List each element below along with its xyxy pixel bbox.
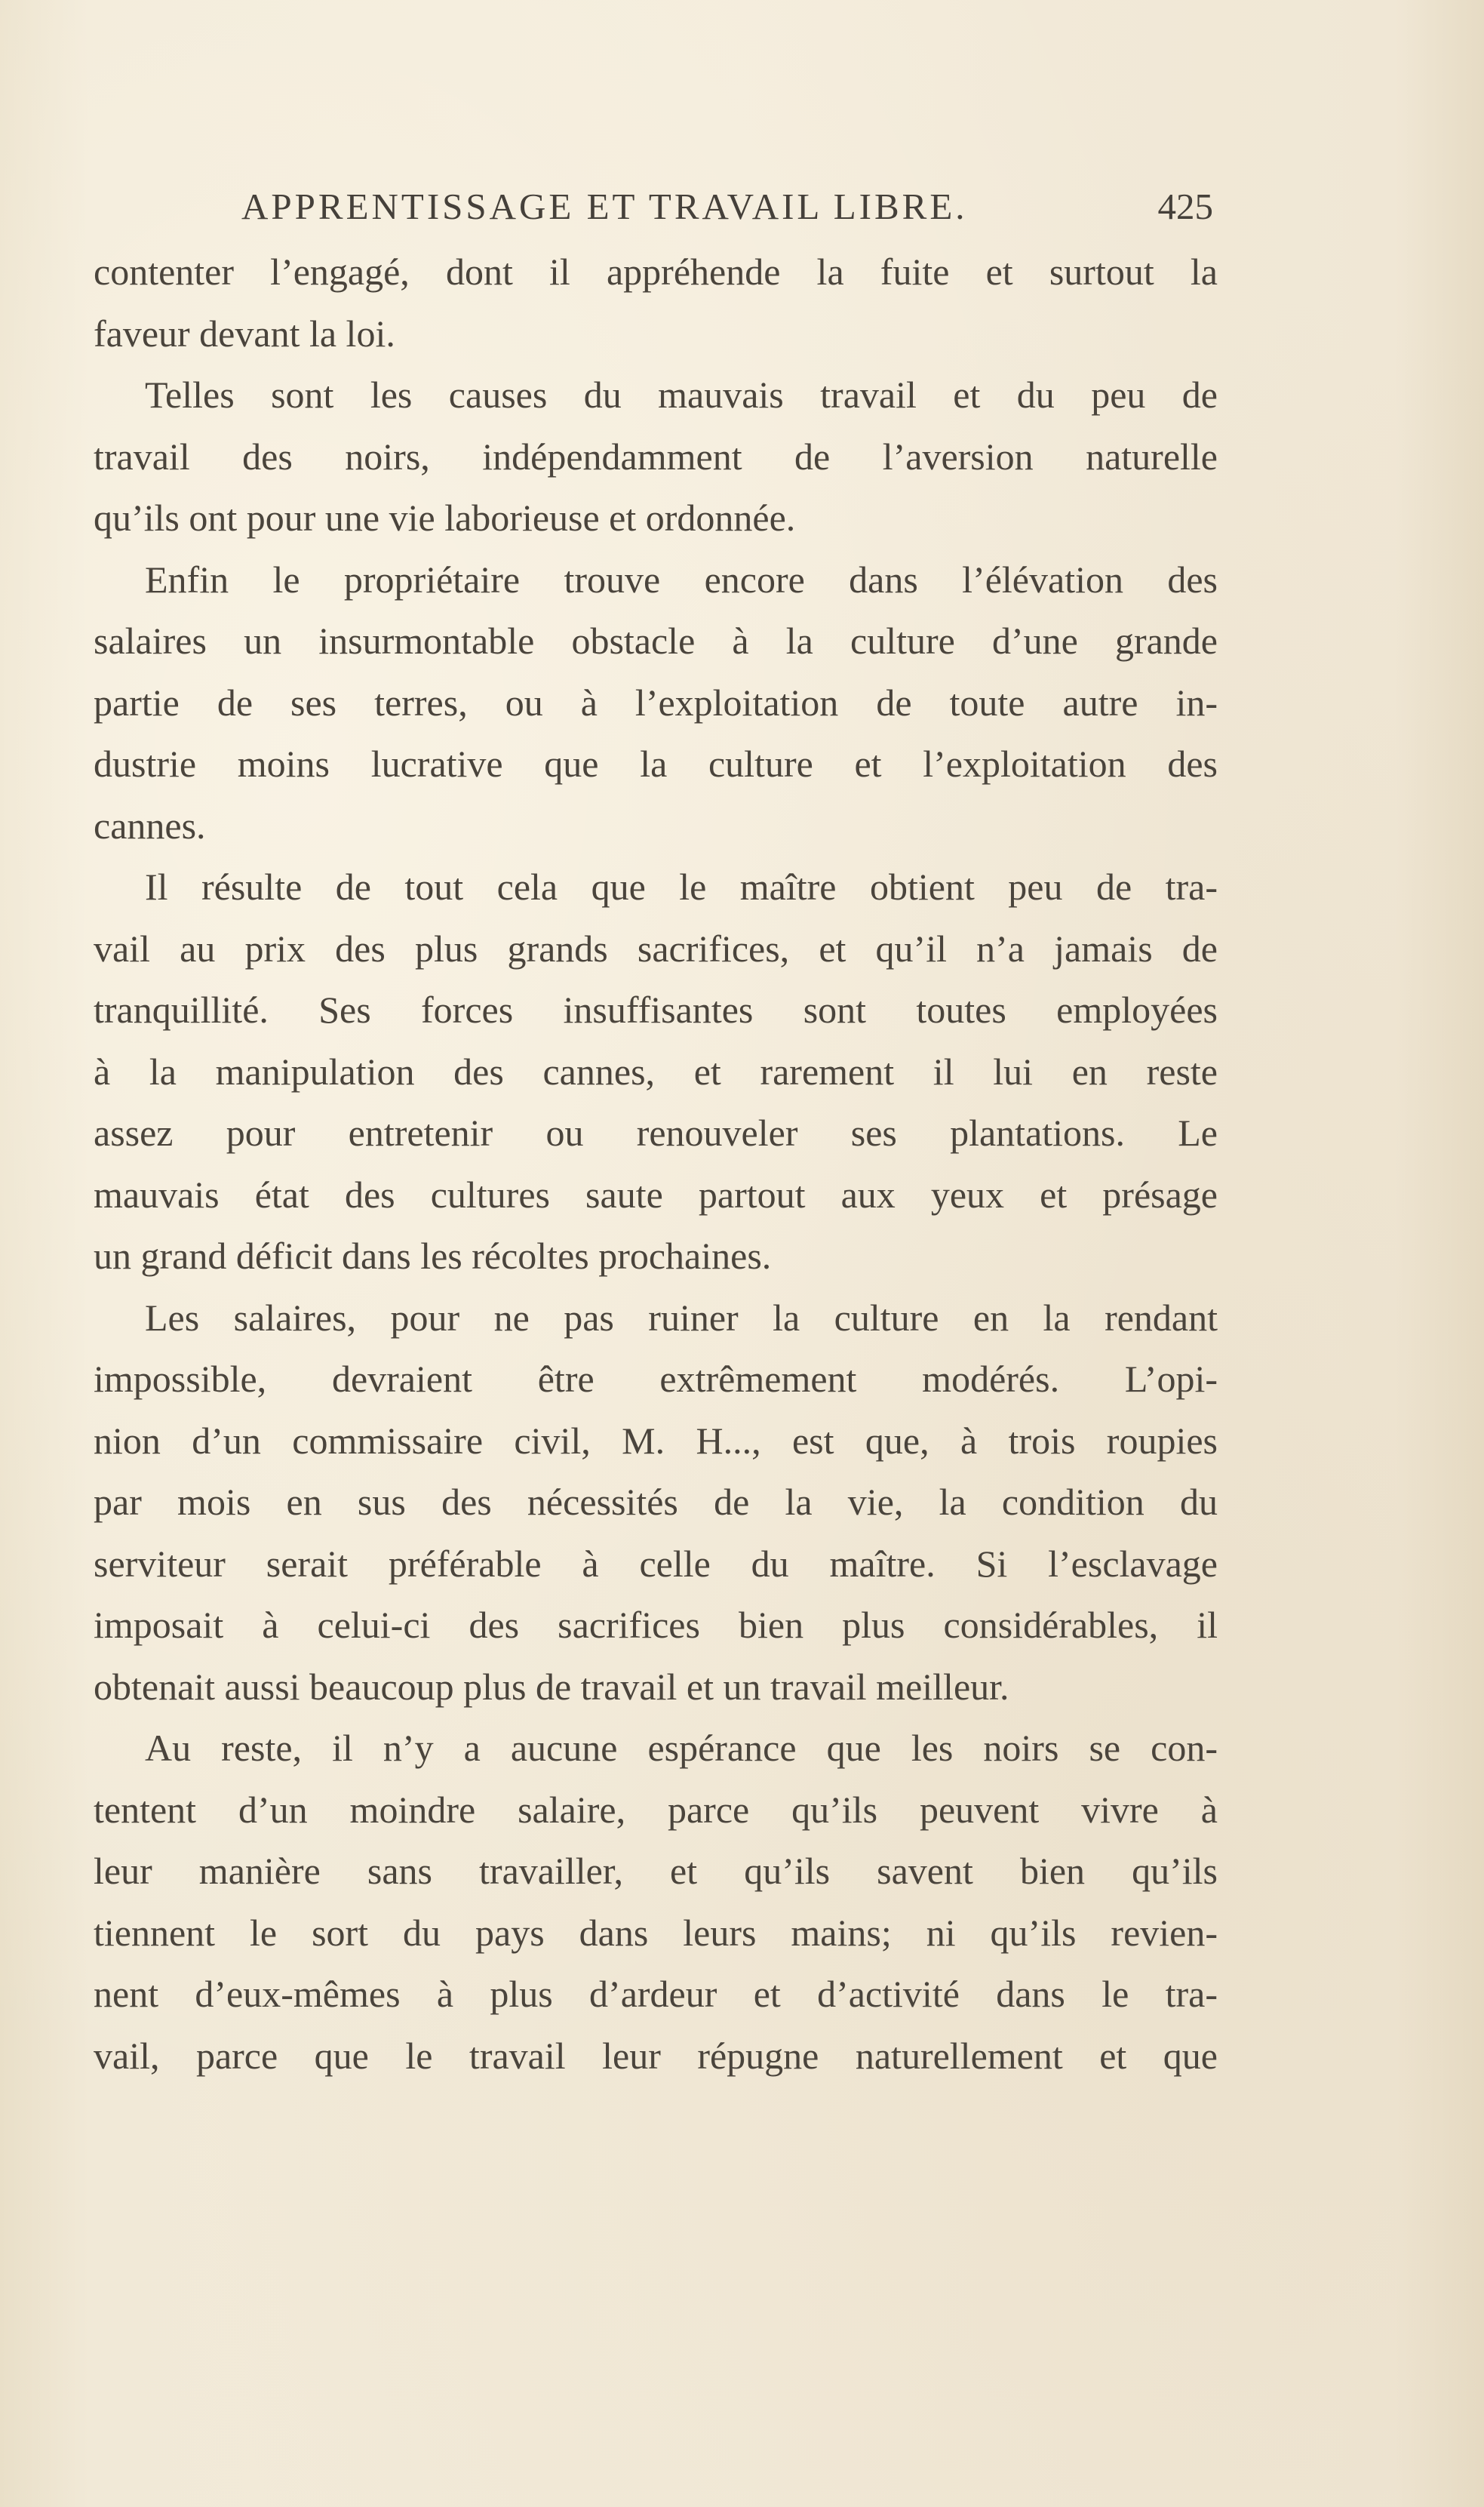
page-header	[241, 184, 1213, 229]
text-line: faveur devant la loi.	[94, 312, 395, 355]
paragraph	[94, 1718, 1218, 2087]
text-line: vail, parce que le travail leur répugne naturellement et que	[94, 2034, 1218, 2077]
text-line: Au reste, il n’y a aucune espérance que les noirs se con-	[145, 1727, 1218, 1769]
paragraph	[94, 1287, 1218, 1718]
text-line: Il résulte de tout cela que le maître obtient peu de tra-	[145, 866, 1218, 908]
text-line: vail au prix des plus grands sacrifices, et qu’il n’a jamais de	[94, 927, 1218, 970]
text-line: leur manière sans travailler, et qu’ils savent bien qu’ils	[94, 1850, 1218, 1892]
text-line: nion d’un commissaire civil, M. H..., est que, à trois roupies	[94, 1419, 1218, 1462]
text-line: qu’ils ont pour une vie laborieuse et ordonnée.	[94, 497, 796, 539]
text-line: serviteur serait préférable à celle du maître. Si l’esclavage	[94, 1542, 1218, 1585]
text-line: obtenait aussi beaucoup plus de travail et un travail meilleur.	[94, 1665, 1009, 1708]
text-line: impossible, devraient être extrêmement modérés. L’opi-	[94, 1358, 1218, 1400]
text-line: nent d’eux-mêmes à plus d’ardeur et d’activité dans le tra-	[94, 1973, 1218, 2015]
paragraph	[94, 857, 1218, 1287]
body-text	[94, 241, 1218, 2087]
text-line: un grand déficit dans les récoltes prochaines.	[94, 1235, 772, 1277]
text-line: cannes.	[94, 804, 206, 847]
text-line: Enfin le propriétaire trouve encore dans l’élévation des	[145, 558, 1218, 601]
text-line: par mois en sus des nécessités de la vie, la condition du	[94, 1481, 1218, 1523]
text-line: Les salaires, pour ne pas ruiner la culture en la rendant	[145, 1296, 1218, 1339]
text-line: tentent d’un moindre salaire, parce qu’ils peuvent vivre à	[94, 1788, 1218, 1831]
text-line: Telles sont les causes du mauvais travail et du peu de	[145, 374, 1218, 416]
page-number: 425	[1157, 186, 1213, 227]
text-line: tranquillité. Ses forces insuffisantes sont toutes employées	[94, 989, 1218, 1031]
text-line: mauvais état des cultures saute partout aux yeux et présage	[94, 1173, 1218, 1216]
paragraph	[94, 241, 1218, 365]
text-line: assez pour entretenir ou renouveler ses plantations. Le	[94, 1112, 1218, 1154]
running-title: APPRENTISSAGE ET TRAVAIL LIBRE.	[241, 186, 968, 227]
text-line: dustrie moins lucrative que la culture et l’exploitation des	[94, 743, 1218, 785]
text-line: travail des noirs, indépendamment de l’aversion naturelle	[94, 435, 1218, 478]
text-line: partie de ses terres, ou à l’exploitation de toute autre in-	[94, 681, 1218, 724]
text-line: à la manipulation des cannes, et rarement il lui en reste	[94, 1050, 1218, 1093]
paragraph	[94, 549, 1218, 857]
text-line: salaires un insurmontable obstacle à la culture d’une grande	[94, 620, 1218, 662]
text-line: tiennent le sort du pays dans leurs mains; ni qu’ils revien-	[94, 1911, 1218, 1954]
paragraph	[94, 365, 1218, 549]
text-line: imposait à celui-ci des sacrifices bien plus considérables, il	[94, 1604, 1218, 1646]
text-line: contenter l’engagé, dont il appréhende la fuite et surtout la	[94, 251, 1218, 293]
